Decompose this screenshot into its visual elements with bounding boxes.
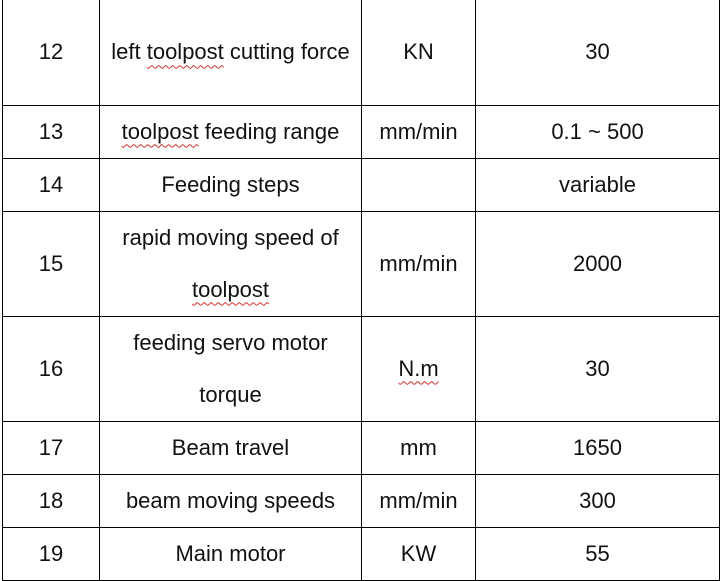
spellcheck-word: toolpost — [191, 276, 270, 302]
table-row — [3, 211, 720, 316]
table-row — [3, 421, 720, 474]
specification-table — [2, 0, 720, 581]
unit: mm/min — [362, 474, 476, 527]
unit — [362, 316, 476, 421]
spellcheck-word: toolpost — [146, 39, 224, 65]
table-row — [3, 0, 720, 105]
table-row — [3, 316, 720, 421]
value: 55 — [476, 527, 720, 580]
row-number: 19 — [3, 527, 100, 580]
unit: KN — [362, 0, 476, 105]
item-name: toolpost feeding range — [100, 105, 362, 158]
value: 30 — [476, 0, 720, 105]
item-name: Feeding steps — [100, 158, 362, 211]
unit — [362, 158, 476, 211]
spellcheck-word: toolpost — [121, 118, 199, 144]
item-name: left toolpost cutting force — [100, 0, 362, 105]
row-number: 15 — [3, 211, 100, 316]
item-name: Main motor — [100, 527, 362, 580]
item-name: feeding servo motor torque — [100, 316, 362, 421]
value: 1650 — [476, 421, 720, 474]
row-number: 14 — [3, 158, 100, 211]
row-number: 16 — [3, 316, 100, 421]
value: variable — [476, 158, 720, 211]
row-number: 12 — [3, 0, 100, 105]
item-name: beam moving speeds — [100, 474, 362, 527]
row-number: 13 — [3, 105, 100, 158]
value: 30 — [476, 316, 720, 421]
item-name: rapid moving speed of toolpost — [100, 211, 362, 316]
value: 0.1 ~ 500 — [476, 105, 720, 158]
value: 300 — [476, 474, 720, 527]
row-number: 17 — [3, 421, 100, 474]
unit: mm/min — [362, 105, 476, 158]
item-name: Beam travel — [100, 421, 362, 474]
table-row — [3, 474, 720, 527]
unit: mm/min — [362, 211, 476, 316]
unit: KW — [362, 527, 476, 580]
spellcheck-word: N.m — [398, 355, 439, 381]
unit: mm — [362, 421, 476, 474]
table-row — [3, 527, 720, 580]
table-row — [3, 158, 720, 211]
value: 2000 — [476, 211, 720, 316]
row-number: 18 — [3, 474, 100, 527]
table-row — [3, 105, 720, 158]
